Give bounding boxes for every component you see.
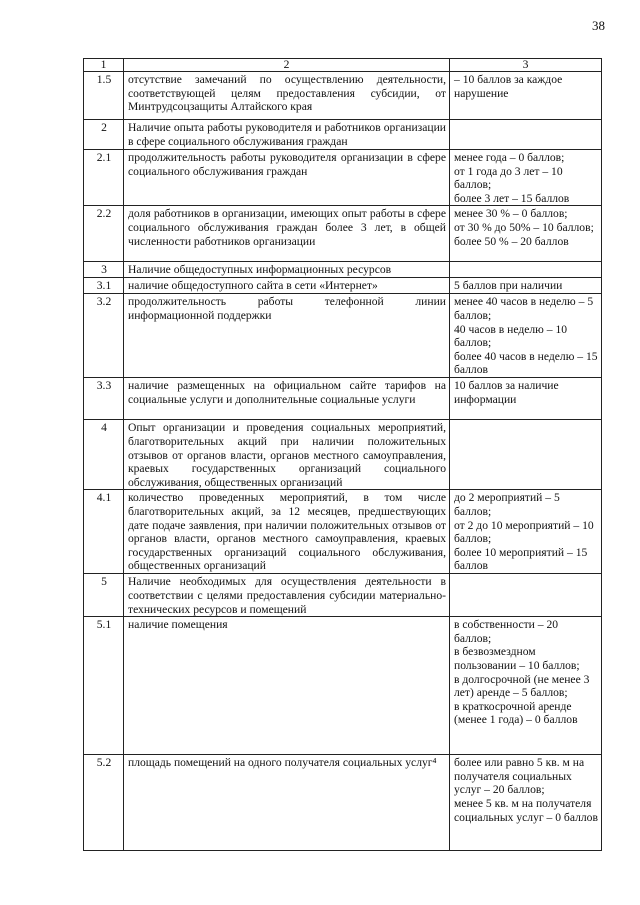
score-cell xyxy=(450,490,602,574)
score-cell xyxy=(450,150,602,206)
score-cell xyxy=(450,755,602,851)
row-number: 3.3 xyxy=(84,378,124,420)
criterion-description: Наличие необходимых для осуществления деятельности в соответствии с целями предоставления субсидии материально-технических ресурсов и помещений xyxy=(124,574,450,617)
row-number: 3.2 xyxy=(84,294,124,378)
score-line: от 1 года до 3 лет – 10 баллов; xyxy=(454,164,563,192)
score-line: менее года – 0 баллов; xyxy=(454,151,565,164)
score-line: более или равно 5 кв. м на получателя социальных услуг – 20 баллов; xyxy=(454,756,585,797)
row-number: 4 xyxy=(84,420,124,490)
score-line: 5 баллов при наличии xyxy=(454,279,563,293)
criterion-description: продолжительность работы руководителя организации в сфере социального обслуживания граждан xyxy=(124,150,450,206)
row-number: 2.2 xyxy=(84,206,124,262)
row-number: 2 xyxy=(84,120,124,150)
criteria-table xyxy=(83,58,602,851)
score-cell xyxy=(450,120,602,150)
table-row xyxy=(84,490,602,574)
row-number: 3 xyxy=(84,262,124,278)
criterion-description: наличие помещения xyxy=(124,617,450,755)
score-line: от 2 до 10 мероприятий – 10 баллов; xyxy=(454,518,594,546)
score-cell xyxy=(450,206,602,262)
table-row xyxy=(84,262,602,278)
table-row xyxy=(84,378,602,420)
table-row xyxy=(84,150,602,206)
score-line: более 10 мероприятий – 15 баллов xyxy=(454,545,588,573)
criterion-description: количество проведенных мероприятий, в том числе благотворительных акций, за 12 месяцев, предшествующих дате подаче заявления, при наличии положительных отзывов от органов власти, органов местного самоуправления, краевых государственных организаций социального обслуживания, общественных организаций xyxy=(124,490,450,574)
header-cell: 1 xyxy=(84,59,124,72)
score-cell xyxy=(450,278,602,294)
table-header-row xyxy=(84,59,602,72)
row-number: 1.5 xyxy=(84,72,124,120)
table-row xyxy=(84,420,602,490)
row-number: 4.1 xyxy=(84,490,124,574)
score-cell xyxy=(450,574,602,617)
criterion-description: наличие общедоступного сайта в сети «Интернет» xyxy=(124,278,450,294)
table-row xyxy=(84,206,602,262)
score-cell xyxy=(450,378,602,420)
table-row xyxy=(84,294,602,378)
criterion-description: площадь помещений на одного получателя социальных услуг⁴ xyxy=(124,755,450,851)
criterion-description: продолжительность работы телефонной линии информационной поддержки xyxy=(124,294,450,378)
score-line: более 40 часов в неделю – 15 баллов xyxy=(454,349,598,377)
score-cell xyxy=(450,294,602,378)
score-cell xyxy=(450,617,602,755)
score-cell xyxy=(450,262,602,278)
page-number: 38 xyxy=(592,18,605,33)
criterion-description: Наличие общедоступных информационных ресурсов xyxy=(124,262,450,278)
score-line: менее 30 % – 0 баллов; xyxy=(454,207,568,221)
header-cell: 3 xyxy=(450,59,602,72)
table-row xyxy=(84,755,602,851)
score-cell xyxy=(450,72,602,120)
table-row xyxy=(84,574,602,617)
row-number: 2.1 xyxy=(84,150,124,206)
score-line: более 3 лет – 15 баллов xyxy=(454,191,570,205)
header-cell: 2 xyxy=(124,59,450,72)
score-line: более 50 % – 20 баллов xyxy=(454,234,569,248)
score-line: менее 40 часов в неделю – 5 баллов; xyxy=(454,295,594,322)
score-line: в безвозмездном пользовании – 10 баллов; xyxy=(454,645,580,672)
criterion-description: отсутствие замечаний по осуществлению деятельности, соответствующей целям предоставления субсидии, от Минтрудсоцзащиты Алтайского края xyxy=(124,72,450,120)
table-row xyxy=(84,72,602,120)
score-line: до 2 мероприятий – 5 баллов; xyxy=(454,491,560,518)
score-line: менее 5 кв. м на получателя социальных услуг – 0 баллов xyxy=(454,796,598,824)
row-number: 3.1 xyxy=(84,278,124,294)
row-number: 5.1 xyxy=(84,617,124,755)
score-line: от 30 % до 50% – 10 баллов; xyxy=(454,220,594,234)
score-cell xyxy=(450,420,602,490)
table-row xyxy=(84,278,602,294)
score-line: 10 баллов за наличие информации xyxy=(454,379,559,406)
criterion-description: Наличие опыта работы руководителя и работников организации в сфере социального обслуживания граждан xyxy=(124,120,450,150)
criterion-description: доля работников в организации, имеющих опыт работы в сфере социального обслуживания граждан более 3 лет, в общей численности работников организации xyxy=(124,206,450,262)
row-number: 5 xyxy=(84,574,124,617)
criterion-description: Опыт организации и проведения социальных мероприятий, благотворительных акций при наличии положительных отзывов от органов власти, органов местного самоуправления, краевых государственных организаций социального обслуживания, общественных организаций xyxy=(124,420,450,490)
score-line: 40 часов в неделю – 10 баллов; xyxy=(454,322,568,350)
score-line: в долгосрочной (не менее 3 лет) аренде – 5 баллов; xyxy=(454,672,590,700)
score-line: – 10 баллов за каждое нарушение xyxy=(454,73,563,100)
row-number: 5.2 xyxy=(84,755,124,851)
criterion-description: наличие размещенных на официальном сайте тарифов на социальные услуги и дополнительные социальные услуги xyxy=(124,378,450,420)
score-line: в краткосрочной аренде (менее 1 года) – 0 баллов xyxy=(454,699,578,727)
table-row xyxy=(84,617,602,755)
score-line: в собственности – 20 баллов; xyxy=(454,618,559,645)
table-row xyxy=(84,120,602,150)
